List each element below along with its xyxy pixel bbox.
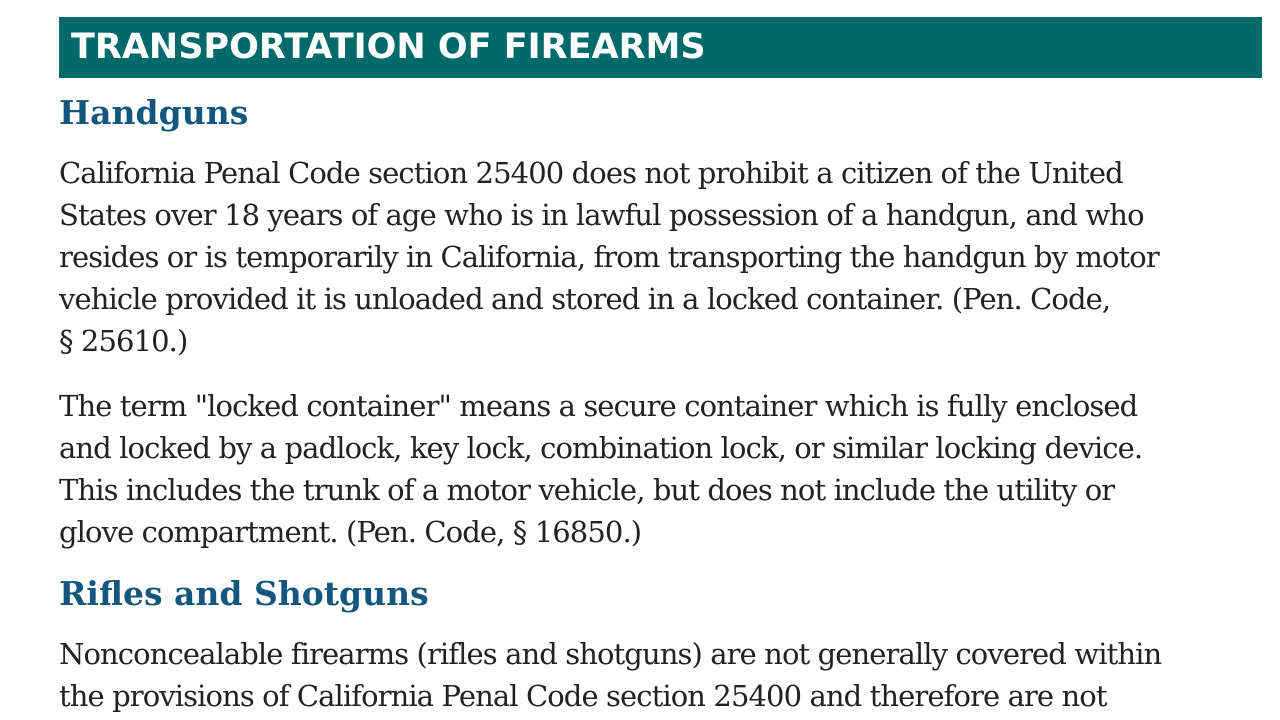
heading-handguns: Handguns — [59, 93, 249, 132]
text-line: The term "locked container" means a secure container which is fully enclosed — [59, 389, 1138, 423]
paragraph-handguns-transport — [59, 152, 1249, 362]
text-line: glove compartment. (Pen. Code, § 16850.) — [59, 515, 642, 549]
paragraph-nonconcealable-firearms — [59, 633, 1249, 717]
text-line: vehicle provided it is unloaded and stored in a locked container. (Pen. Code, — [59, 282, 1111, 316]
text-line: States over 18 years of age who is in lawful possession of a handgun, and who — [59, 198, 1144, 232]
text-line: California Penal Code section 25400 does not prohibit a citizen of the United — [59, 156, 1123, 190]
text-line: the provisions of California Penal Code section 25400 and therefore are not — [59, 679, 1107, 713]
banner-title: TRANSPORTATION OF FIREARMS — [71, 27, 706, 67]
section-banner — [59, 17, 1262, 78]
text-line: resides or is temporarily in California, from transporting the handgun by motor — [59, 240, 1159, 274]
heading-rifles-and-shotguns: Rifles and Shotguns — [59, 574, 429, 613]
text-line: § 25610.) — [59, 324, 188, 358]
paragraph-locked-container — [59, 385, 1249, 553]
text-line: This includes the trunk of a motor vehicle, but does not include the utility or — [59, 473, 1115, 507]
text-line: and locked by a padlock, key lock, combination lock, or similar locking device. — [59, 431, 1143, 465]
text-line: Nonconcealable firearms (rifles and shotguns) are not generally covered within — [59, 637, 1162, 671]
